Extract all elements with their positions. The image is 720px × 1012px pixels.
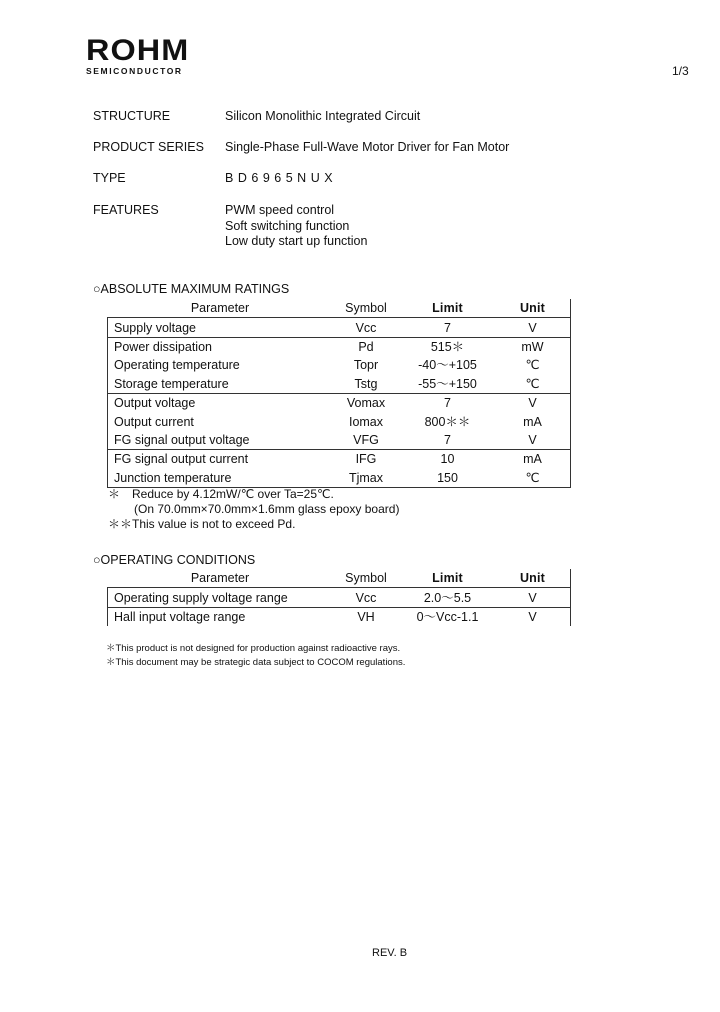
cell-limit: -40～+105 — [418, 358, 477, 373]
cell-parameter: Hall input voltage range — [108, 607, 333, 626]
cell-limit: 7 — [400, 393, 496, 412]
cell-symbol: Iomax — [348, 414, 384, 429]
type-value: BD6965NUX — [225, 171, 338, 185]
table-row — [108, 431, 571, 450]
cell-symbol: Vcc — [355, 590, 377, 605]
cell-unit: ℃ — [496, 356, 571, 374]
operating-conditions-title: ○OPERATING CONDITIONS — [93, 553, 256, 567]
product-series-label: PRODUCT SERIES — [93, 140, 204, 154]
cell-unit: V — [496, 588, 571, 607]
table-row — [108, 393, 571, 412]
header-unit: Unit — [496, 569, 571, 588]
features-label: FEATURES — [93, 203, 159, 217]
revision-label: REV. B — [372, 947, 408, 959]
cell-parameter: FG signal output current — [108, 450, 333, 469]
cell-limit: 0～Vcc-1.1 — [400, 607, 496, 626]
type-label: TYPE — [93, 171, 126, 185]
cell-limit: 800＊＊ — [424, 414, 471, 429]
structure-label: STRUCTURE — [93, 109, 171, 123]
table-header-row — [108, 299, 571, 318]
cell-parameter: Output current — [108, 412, 333, 430]
footnote-board: (On 70.0mm×70.0mm×1.6mm glass epoxy board) — [134, 502, 400, 516]
cell-limit: 2.0～5.5 — [423, 590, 472, 605]
header-parameter: Parameter — [108, 299, 333, 318]
footnote-pd-limit: ＊＊This value is not to exceed Pd. — [108, 517, 296, 531]
cell-limit: 515＊ — [400, 337, 496, 356]
table-row — [108, 588, 571, 607]
table-header-row — [108, 569, 571, 588]
header-parameter: Parameter — [108, 569, 333, 588]
cell-unit: mA — [496, 450, 571, 469]
table-row — [108, 375, 571, 394]
header-symbol: Symbol — [333, 569, 400, 588]
cell-parameter: Operating supply voltage range — [108, 588, 333, 607]
disclaimer-radiation: ＊This product is not designed for production against radioactive rays. — [106, 643, 401, 654]
disclaimer-cocom: ＊This document may be strategic data subject to COCOM regulations. — [106, 657, 406, 668]
structure-value: Silicon Monolithic Integrated Circuit — [225, 109, 421, 123]
cell-unit: V — [496, 318, 571, 337]
table-row — [108, 450, 571, 469]
cell-parameter: Supply voltage — [108, 318, 333, 337]
cell-symbol: Tstg — [354, 376, 378, 391]
cell-symbol: Topr — [353, 358, 379, 373]
header-limit: Limit — [400, 569, 496, 588]
cell-symbol: VFG — [353, 432, 379, 447]
cell-limit: -55～+150 — [418, 376, 477, 391]
operating-conditions-table — [107, 569, 571, 626]
cell-unit: V — [496, 607, 571, 626]
cell-limit: 10 — [400, 450, 496, 469]
header-limit: Limit — [400, 299, 496, 318]
product-series-value: Single-Phase Full-Wave Motor Driver for Fan Motor — [225, 140, 510, 154]
cell-parameter: Output voltage — [108, 393, 333, 412]
cell-unit: V — [496, 393, 571, 412]
absolute-max-ratings-title: ○ABSOLUTE MAXIMUM RATINGS — [93, 282, 290, 296]
footnote-derating: ＊ Reduce by 4.12mW/℃ over Ta=25℃. — [108, 487, 334, 501]
feature-item: Low duty start up function — [225, 234, 368, 248]
header-unit: Unit — [496, 299, 571, 318]
cell-parameter: Storage temperature — [108, 375, 333, 394]
table-row — [108, 337, 571, 356]
cell-unit: ℃ — [496, 469, 571, 488]
cell-symbol: Pd — [333, 337, 400, 356]
cell-unit: mA — [496, 412, 571, 430]
cell-limit: 7 — [444, 320, 451, 335]
cell-unit: mW — [496, 337, 571, 356]
table-row — [108, 318, 571, 337]
absolute-max-ratings-table — [107, 299, 571, 488]
cell-symbol: IFG — [333, 450, 400, 469]
table-row — [108, 412, 571, 430]
cell-symbol: Vcc — [355, 320, 377, 335]
cell-limit: 150 — [400, 469, 496, 488]
table-row — [108, 356, 571, 374]
cell-parameter: Junction temperature — [108, 469, 333, 488]
cell-unit: V — [496, 431, 571, 450]
feature-item: PWM speed control — [225, 203, 335, 217]
rohm-logo-subtitle: SEMICONDUCTOR — [86, 66, 183, 76]
cell-parameter: Operating temperature — [108, 356, 333, 374]
cell-parameter: FG signal output voltage — [108, 431, 333, 450]
cell-symbol: VH — [333, 607, 400, 626]
cell-symbol: Tjmax — [333, 469, 400, 488]
table-row — [108, 607, 571, 626]
cell-symbol: Vomax — [333, 393, 400, 412]
cell-parameter: Power dissipation — [108, 337, 333, 356]
feature-item: Soft switching function — [225, 219, 350, 233]
table-row — [108, 469, 571, 488]
header-symbol: Symbol — [333, 299, 400, 318]
cell-limit: 7 — [444, 432, 451, 447]
cell-unit: ℃ — [496, 375, 571, 394]
rohm-logo: ROHM — [86, 34, 190, 67]
page-number: 1/3 — [672, 64, 689, 78]
